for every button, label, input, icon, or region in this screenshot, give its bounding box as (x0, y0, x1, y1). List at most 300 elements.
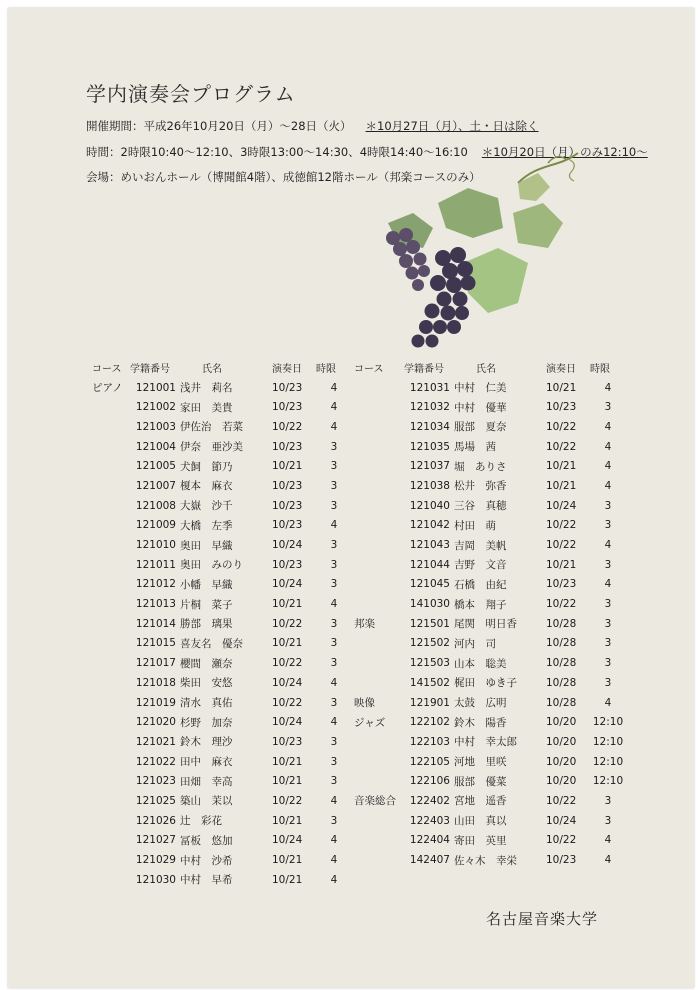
course-cell (92, 417, 130, 437)
course-cell (92, 575, 130, 595)
course-cell (354, 476, 404, 496)
name-cell: 石橋 由紀 (454, 578, 507, 591)
course-cell: ピアノ (92, 382, 123, 395)
name-cell: 中村 仁美 (454, 382, 507, 395)
period-cell: 4 (330, 420, 338, 433)
student-id-cell: 121013 (135, 598, 176, 611)
date-cell: 10/21 (272, 854, 303, 867)
name-cell: 吉岡 美帆 (454, 539, 507, 552)
table-row (92, 378, 352, 398)
name-cell: 大嶽 沙千 (180, 500, 233, 513)
date-cell: 10/20 (546, 755, 577, 768)
course-cell: 映像 (354, 697, 375, 710)
header-course: コース (354, 364, 384, 376)
course-cell (354, 397, 404, 417)
header-period: 時限 (316, 364, 336, 376)
period-cell: 4 (604, 854, 612, 867)
student-id-cell: 122402 (409, 794, 450, 807)
period-cell: 4 (604, 578, 612, 591)
name-cell: 河地 里咲 (454, 756, 507, 769)
date-cell: 10/21 (272, 775, 303, 788)
date-cell: 10/20 (546, 716, 577, 729)
table-row (92, 496, 352, 516)
name-cell: 宮地 遥香 (454, 795, 507, 808)
table-row (92, 752, 352, 772)
name-cell: 大橋 左季 (180, 519, 233, 532)
date-cell: 10/23 (272, 558, 303, 571)
period-cell: 3 (330, 460, 338, 473)
period-cell: 3 (604, 499, 612, 512)
student-id-cell: 121010 (135, 539, 176, 552)
period-cell: 3 (330, 617, 338, 630)
table-row (354, 752, 626, 772)
date-cell: 10/24 (272, 539, 303, 552)
name-cell: 田畑 幸高 (180, 775, 233, 788)
table-row (354, 594, 626, 614)
course-cell (92, 673, 130, 693)
course-cell (92, 516, 130, 536)
period-cell: 3 (604, 558, 612, 571)
name-cell: 橋本 翔子 (454, 598, 507, 611)
name-cell: 松井 弥香 (454, 480, 507, 493)
name-cell: 家田 美貴 (180, 401, 233, 414)
date-cell: 10/23 (272, 735, 303, 748)
table-row (92, 771, 352, 791)
course-cell (354, 673, 404, 693)
student-id-cell: 121005 (135, 460, 176, 473)
name-cell: 山本 聡美 (454, 657, 507, 670)
table-row (92, 614, 352, 634)
table-row (92, 417, 352, 437)
period-cell: 4 (330, 716, 338, 729)
course-cell (354, 437, 404, 457)
date-cell: 10/20 (546, 735, 577, 748)
student-id-cell: 121031 (409, 381, 450, 394)
date-cell: 10/28 (546, 696, 577, 709)
header-student-id: 学籍番号 (404, 364, 444, 376)
date-cell: 10/22 (272, 420, 303, 433)
course-cell (354, 752, 404, 772)
student-id-cell: 121038 (409, 479, 450, 492)
period-cell: 3 (330, 479, 338, 492)
student-id-cell: 121027 (135, 834, 176, 847)
date-cell: 10/21 (272, 755, 303, 768)
date-cell: 10/23 (272, 401, 303, 414)
name-cell: 築山 茉以 (180, 795, 233, 808)
student-id-cell: 122102 (409, 716, 450, 729)
student-id-cell: 121501 (409, 617, 450, 630)
name-cell: 鈴木 陽香 (454, 716, 507, 729)
period-cell: 3 (330, 814, 338, 827)
period-cell: 4 (604, 696, 612, 709)
course-cell (92, 732, 130, 752)
grape-illustration (368, 143, 598, 358)
date-cell: 10/21 (272, 814, 303, 827)
student-id-cell: 141502 (409, 676, 450, 689)
course-cell (92, 535, 130, 555)
course-cell (354, 594, 404, 614)
table-row (354, 456, 626, 476)
student-id-cell: 121032 (409, 401, 450, 414)
table-row (354, 732, 626, 752)
name-cell: 伊佐治 若菜 (180, 421, 243, 434)
period-cell: 3 (330, 440, 338, 453)
student-id-cell: 121019 (135, 696, 176, 709)
student-id-cell: 121045 (409, 578, 450, 591)
name-cell: 河内 司 (454, 637, 496, 650)
name-cell: 吉野 文音 (454, 559, 507, 572)
header-name: 氏名 (202, 364, 222, 376)
period-cell: 4 (604, 420, 612, 433)
name-cell: 堀 ありさ (454, 460, 507, 473)
student-id-cell: 121007 (135, 479, 176, 492)
date-cell: 10/22 (272, 657, 303, 670)
student-id-cell: 121001 (135, 381, 176, 394)
date-cell: 10/23 (272, 519, 303, 532)
date-cell: 10/24 (546, 499, 577, 512)
header-period: 時限 (590, 364, 610, 376)
student-id-cell: 121029 (135, 854, 176, 867)
date-cell: 10/21 (546, 460, 577, 473)
table-row (92, 555, 352, 575)
program-table-left (92, 358, 352, 890)
course-cell (354, 771, 404, 791)
table-row (92, 476, 352, 496)
period-cell: 3 (330, 499, 338, 512)
table-row (354, 831, 626, 851)
student-id-cell: 121017 (135, 657, 176, 670)
period-cell: 3 (330, 637, 338, 650)
course-cell (354, 850, 404, 870)
period-cell: 3 (604, 657, 612, 670)
course-cell (354, 456, 404, 476)
date-cell: 10/21 (546, 558, 577, 571)
course-cell (354, 653, 404, 673)
student-id-cell: 121009 (135, 519, 176, 532)
table-row (92, 831, 352, 851)
period-cell: 4 (604, 834, 612, 847)
student-id-cell: 121025 (135, 794, 176, 807)
date-cell: 10/22 (546, 440, 577, 453)
course-cell (354, 555, 404, 575)
date-cell: 10/21 (272, 460, 303, 473)
course-cell (92, 811, 130, 831)
table-row (354, 653, 626, 673)
course-cell (92, 594, 130, 614)
name-cell: 田中 麻衣 (180, 756, 233, 769)
course-cell (354, 575, 404, 595)
course-cell (92, 870, 130, 890)
date-cell: 10/28 (546, 617, 577, 630)
table-row (92, 870, 352, 890)
date-cell: 10/23 (272, 381, 303, 394)
name-cell: 片桐 菜子 (180, 598, 233, 611)
student-id-cell: 121014 (135, 617, 176, 630)
table-row (354, 417, 626, 437)
student-id-cell: 121022 (135, 755, 176, 768)
university-name: 名古屋音楽大学 (486, 910, 599, 928)
name-cell: 太鼓 広明 (454, 697, 507, 710)
date-cell: 10/24 (546, 814, 577, 827)
course-cell (92, 614, 130, 634)
course-cell (92, 496, 130, 516)
period-cell: 3 (330, 657, 338, 670)
date-cell: 10/22 (272, 617, 303, 630)
course-cell (92, 397, 130, 417)
period-cell: 3 (604, 598, 612, 611)
course-cell (354, 535, 404, 555)
table-row (354, 378, 626, 398)
header-name: 氏名 (476, 364, 496, 376)
student-id-cell: 121040 (409, 499, 450, 512)
date-cell: 10/23 (272, 479, 303, 492)
period-cell: 4 (330, 598, 338, 611)
name-cell: 山田 真以 (454, 815, 507, 828)
course-cell (92, 850, 130, 870)
course-cell (92, 653, 130, 673)
name-cell: 榎本 麻衣 (180, 480, 233, 493)
course-cell: 音楽総合 (354, 795, 396, 808)
table-row (92, 397, 352, 417)
table-row (92, 850, 352, 870)
table-row (92, 712, 352, 732)
name-cell: 喜友名 優奈 (180, 637, 243, 650)
course-cell (92, 634, 130, 654)
table-row (92, 673, 352, 693)
period-cell: 3 (330, 558, 338, 571)
table-row (354, 771, 626, 791)
name-cell: 中村 優華 (454, 401, 507, 414)
period-cell: 3 (330, 539, 338, 552)
student-id-cell: 121011 (135, 558, 176, 571)
date-cell: 10/22 (272, 696, 303, 709)
event-time-text: 時間：2時限10:40～12:10、3時限13:00～14:30、4時限14:40～16:10 (86, 145, 468, 159)
name-cell: 尾関 明日香 (454, 618, 517, 631)
student-id-cell: 121502 (409, 637, 450, 650)
table-row (354, 634, 626, 654)
course-cell: ジャズ (354, 716, 386, 729)
table-row (354, 516, 626, 536)
course-cell (92, 771, 130, 791)
student-id-cell: 121043 (409, 539, 450, 552)
student-id-cell: 121020 (135, 716, 176, 729)
period-cell: 4 (330, 834, 338, 847)
name-cell: 伊奈 亜沙美 (180, 441, 243, 454)
name-cell: 馬場 茜 (454, 441, 496, 454)
date-cell: 10/21 (272, 873, 303, 886)
name-cell: 三谷 真穂 (454, 500, 507, 513)
period-cell: 3 (604, 676, 612, 689)
name-cell: 奥田 早織 (180, 539, 233, 552)
table-row (92, 811, 352, 831)
period-cell: 12:10 (592, 735, 624, 748)
table-row (354, 476, 626, 496)
table-row (354, 535, 626, 555)
date-cell: 10/28 (546, 676, 577, 689)
name-cell: 梶田 ゆき子 (454, 677, 517, 690)
course-cell (92, 476, 130, 496)
period-cell: 4 (330, 676, 338, 689)
course-cell (92, 752, 130, 772)
date-cell: 10/23 (546, 401, 577, 414)
student-id-cell: 122105 (409, 755, 450, 768)
student-id-cell: 121023 (135, 775, 176, 788)
course-cell (354, 417, 404, 437)
period-cell: 3 (330, 696, 338, 709)
course-cell (92, 693, 130, 713)
table-header-row (354, 358, 626, 378)
course-cell (92, 555, 130, 575)
course-cell (354, 831, 404, 851)
student-id-cell: 121030 (135, 873, 176, 886)
date-cell: 10/20 (546, 775, 577, 788)
table-row (92, 575, 352, 595)
course-cell (92, 456, 130, 476)
table-row (92, 634, 352, 654)
period-cell: 4 (330, 854, 338, 867)
period-cell: 3 (604, 401, 612, 414)
course-cell (354, 634, 404, 654)
period-cell: 3 (330, 578, 338, 591)
student-id-cell: 121035 (409, 440, 450, 453)
table-row (354, 614, 626, 634)
date-cell: 10/23 (546, 854, 577, 867)
table-row (354, 791, 626, 811)
table-row (354, 496, 626, 516)
student-id-cell: 141030 (409, 598, 450, 611)
date-cell: 10/21 (272, 637, 303, 650)
student-id-cell: 122404 (409, 834, 450, 847)
date-cell: 10/23 (272, 499, 303, 512)
course-cell (354, 516, 404, 536)
period-cell: 3 (604, 617, 612, 630)
date-cell: 10/22 (546, 598, 577, 611)
period-cell: 12:10 (592, 716, 624, 729)
name-cell: 中村 幸太郎 (454, 736, 517, 749)
period-cell: 4 (330, 381, 338, 394)
event-period (86, 118, 539, 134)
name-cell: 村田 萌 (454, 519, 496, 532)
date-cell: 10/21 (272, 598, 303, 611)
program-page (8, 8, 694, 988)
period-cell: 4 (330, 873, 338, 886)
date-cell: 10/24 (272, 578, 303, 591)
event-period-text: 開催期間：平成26年10月20日（月）～28日（火） (86, 119, 352, 133)
date-cell: 10/22 (546, 420, 577, 433)
table-row (92, 791, 352, 811)
date-cell: 10/22 (272, 794, 303, 807)
table-row (92, 516, 352, 536)
period-cell: 3 (604, 637, 612, 650)
event-time-note: ＊10月20日（月）のみ12:10～ (481, 145, 648, 159)
date-cell: 10/22 (546, 794, 577, 807)
name-cell: 勝部 璃果 (180, 618, 233, 631)
student-id-cell: 121015 (135, 637, 176, 650)
name-cell: 杉野 加奈 (180, 716, 233, 729)
date-cell: 10/24 (272, 716, 303, 729)
table-row (92, 594, 352, 614)
name-cell: 中村 早希 (180, 874, 233, 887)
student-id-cell: 121037 (409, 460, 450, 473)
name-cell: 小幡 早織 (180, 578, 233, 591)
header-date: 演奏日 (272, 364, 302, 376)
course-cell (92, 712, 130, 732)
table-row (92, 653, 352, 673)
name-cell: 中村 沙希 (180, 854, 233, 867)
page-title: 学内演奏会プログラム (86, 82, 296, 106)
date-cell: 10/23 (546, 578, 577, 591)
program-table-right (354, 358, 626, 870)
date-cell: 10/28 (546, 657, 577, 670)
name-cell: 柴田 安悠 (180, 677, 233, 690)
student-id-cell: 121026 (135, 814, 176, 827)
table-row (354, 555, 626, 575)
name-cell: 浅井 莉名 (180, 382, 233, 395)
table-row (92, 437, 352, 457)
name-cell: 鈴木 理沙 (180, 736, 233, 749)
date-cell: 10/24 (272, 676, 303, 689)
name-cell: 清水 真佑 (180, 697, 233, 710)
table-row (354, 575, 626, 595)
table-header-row (92, 358, 352, 378)
date-cell: 10/22 (546, 519, 577, 532)
table-row (354, 811, 626, 831)
table-row (92, 732, 352, 752)
student-id-cell: 121034 (409, 420, 450, 433)
student-id-cell: 121044 (409, 558, 450, 571)
table-row (92, 693, 352, 713)
period-cell: 4 (330, 519, 338, 532)
course-cell (354, 496, 404, 516)
period-cell: 3 (330, 755, 338, 768)
student-id-cell: 122103 (409, 735, 450, 748)
table-row (354, 693, 626, 713)
course-cell (354, 732, 404, 752)
period-cell: 3 (604, 814, 612, 827)
date-cell: 10/21 (546, 479, 577, 492)
student-id-cell: 122403 (409, 814, 450, 827)
period-cell: 3 (604, 519, 612, 532)
period-cell: 4 (330, 401, 338, 414)
name-cell: 奥田 みのり (180, 559, 243, 572)
student-id-cell: 121021 (135, 735, 176, 748)
period-cell: 4 (604, 440, 612, 453)
name-cell: 寄田 英里 (454, 834, 507, 847)
period-cell: 12:10 (592, 755, 624, 768)
student-id-cell: 121008 (135, 499, 176, 512)
student-id-cell: 121012 (135, 578, 176, 591)
student-id-cell: 121503 (409, 657, 450, 670)
period-cell: 12:10 (592, 775, 624, 788)
event-period-note: ＊10月27日（月）、土・日は除く (365, 119, 539, 133)
name-cell: 冨板 悠加 (180, 834, 233, 847)
course-cell (92, 831, 130, 851)
period-cell: 4 (604, 381, 612, 394)
table-row (92, 456, 352, 476)
name-cell: 服部 夏奈 (454, 421, 507, 434)
course-cell (354, 378, 404, 398)
student-id-cell: 121003 (135, 420, 176, 433)
name-cell: 服部 優菜 (454, 775, 507, 788)
date-cell: 10/22 (546, 834, 577, 847)
date-cell: 10/22 (546, 539, 577, 552)
date-cell: 10/21 (546, 381, 577, 394)
student-id-cell: 121004 (135, 440, 176, 453)
table-row (354, 437, 626, 457)
period-cell: 4 (604, 460, 612, 473)
course-cell (92, 791, 130, 811)
period-cell: 3 (330, 735, 338, 748)
